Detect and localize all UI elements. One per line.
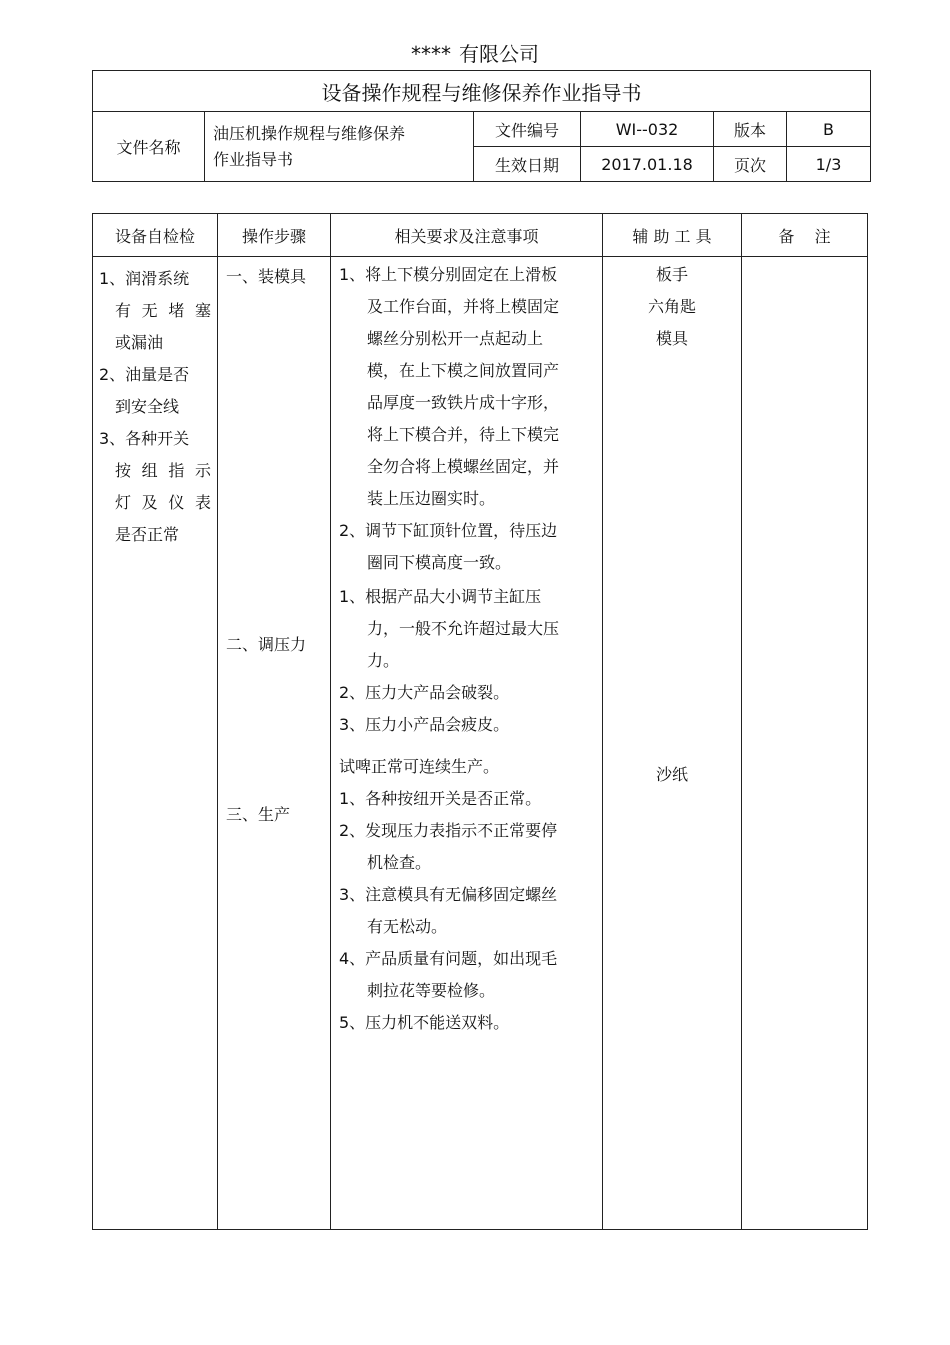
req-line: 装上压边圈实时。 (367, 489, 496, 508)
version-label: 版本 (714, 112, 787, 147)
self-check-line: 按 组 指 示 (115, 461, 211, 480)
page-value: 1/3 (787, 147, 871, 182)
requirements-cell (331, 257, 603, 1230)
self-check-line: 是否正常 (115, 525, 180, 544)
req-line: 刺拉花等要检修。 (367, 981, 496, 1000)
self-check-line: 有 无 堵 塞 (115, 301, 211, 320)
req-line: 及工作台面，并将上模固定 (367, 297, 560, 316)
step-pressure: 二、调压力 (226, 635, 307, 654)
req-line: 品厚度一致铁片成十字形， (367, 393, 560, 412)
header-requirements: 相关要求及注意事项 (331, 214, 603, 257)
header-table (92, 70, 871, 182)
tool-item: 板手 (655, 265, 688, 284)
req-line: 3、压力小产品会疲皮。 (339, 715, 510, 734)
self-check-line: 3、各种开关 (99, 429, 190, 448)
req-line: 1、根据产品大小调节主缸压 (339, 587, 542, 606)
effective-date-label: 生效日期 (474, 147, 581, 182)
req-line: 5、压力机不能送双料。 (339, 1013, 510, 1032)
tool-item: 六角匙 (647, 297, 696, 316)
req-line: 圈同下模高度一致。 (367, 553, 512, 572)
header-self-check: 设备自检检 (93, 214, 218, 257)
tool-item: 沙纸 (655, 765, 688, 784)
self-check-cell (93, 257, 218, 1230)
self-check-line: 到安全线 (115, 397, 180, 416)
file-name-line-2: 作业指导书 (213, 149, 294, 169)
req-line: 力，一般不允许超过最大压 (367, 619, 560, 638)
step-mold: 一、装模具 (226, 267, 307, 286)
req-line: 机检查。 (367, 853, 432, 872)
self-check-line: 或漏油 (115, 333, 164, 352)
req-line: 2、发现压力表指示不正常要停 (339, 821, 558, 840)
req-line: 有无松动。 (367, 917, 448, 936)
self-check-line: 1、润滑系统 (99, 269, 190, 288)
header-tools: 辅 助 工 具 (603, 214, 742, 257)
file-no-value: WI--032 (581, 112, 714, 147)
req-line: 1、各种按纽开关是否正常。 (339, 789, 542, 808)
self-check-line: 灯 及 仪 表 (115, 493, 211, 512)
procedure-table (92, 213, 868, 1230)
req-pressure-block (339, 581, 596, 741)
req-line: 2、调节下缸顶针位置，待压边 (339, 521, 558, 540)
file-name-value (205, 112, 474, 182)
remarks-cell (742, 257, 868, 1230)
self-check-line: 2、油量是否 (99, 365, 190, 384)
req-line: 模，在上下模之间放置同产 (367, 361, 560, 380)
step-production: 三、生产 (226, 805, 291, 824)
req-mold-block (339, 259, 596, 579)
header-remarks: 备 注 (742, 214, 868, 257)
steps-cell (218, 257, 331, 1230)
req-line: 力。 (367, 651, 400, 670)
company-stars: **** (411, 42, 451, 66)
req-line: 全勿合将上模螺丝固定，并 (367, 457, 560, 476)
req-line: 将上下模合并，待上下模完 (367, 425, 560, 444)
company-name (0, 38, 950, 67)
tools-cell (603, 257, 742, 1230)
file-name-label: 文件名称 (93, 112, 205, 182)
req-line: 3、注意模具有无偏移固定螺丝 (339, 885, 558, 904)
company-suffix: 有限公司 (459, 42, 539, 66)
tools-production (603, 759, 741, 791)
req-line: 试啤正常可连续生产。 (339, 757, 500, 776)
file-no-label: 文件编号 (474, 112, 581, 147)
version-value: B (787, 112, 871, 147)
tool-item: 模具 (655, 329, 688, 348)
file-name-line-1: 油压机操作规程与维修保养 (213, 123, 406, 143)
req-line: 螺丝分别松开一点起动上 (367, 329, 544, 348)
page-label: 页次 (714, 147, 787, 182)
effective-date-value: 2017.01.18 (581, 147, 714, 182)
req-line: 2、压力大产品会破裂。 (339, 683, 510, 702)
document-title: 设备操作规程与维修保养作业指导书 (93, 71, 871, 112)
req-production-block (339, 751, 596, 1039)
header-steps: 操作步骤 (218, 214, 331, 257)
req-line: 1、将上下模分别固定在上滑板 (339, 265, 558, 284)
tools-mold (603, 259, 741, 355)
req-line: 4、产品质量有问题，如出现毛 (339, 949, 558, 968)
